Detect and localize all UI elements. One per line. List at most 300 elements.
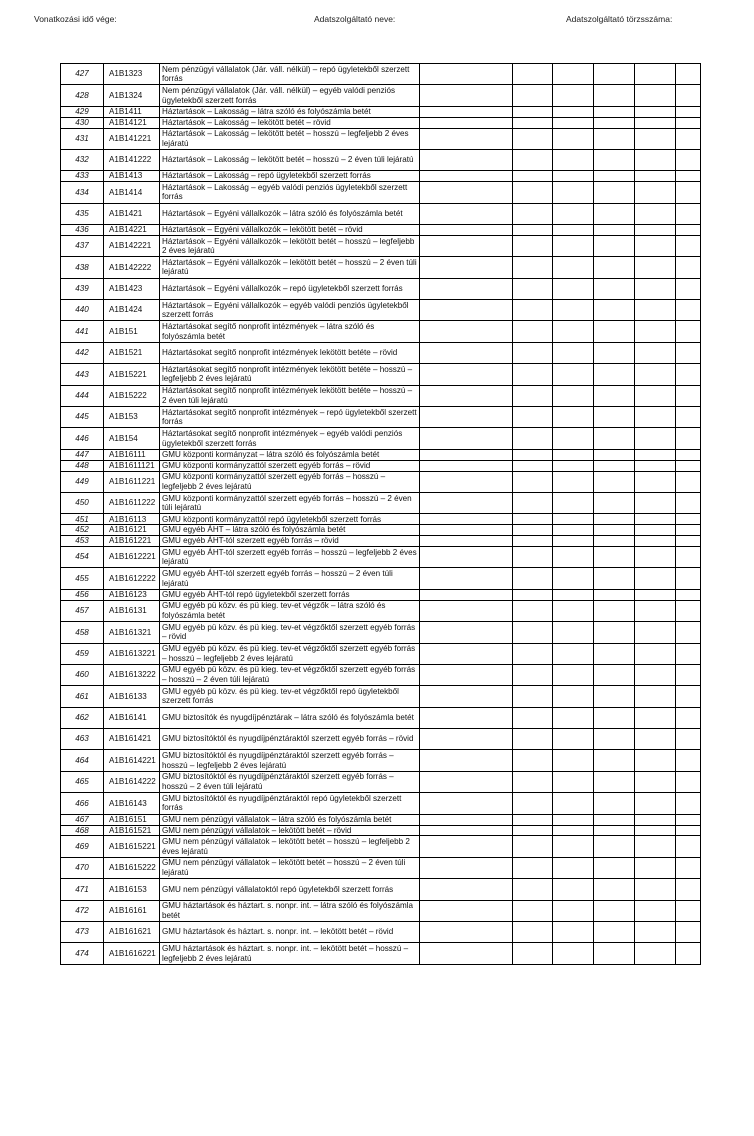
value-cell[interactable] (513, 203, 553, 224)
value-cell[interactable] (420, 793, 513, 814)
value-cell[interactable] (513, 364, 553, 385)
value-cell[interactable] (553, 257, 594, 278)
value-cell[interactable] (594, 536, 635, 547)
value-cell[interactable] (420, 525, 513, 536)
value-cell[interactable] (635, 471, 676, 492)
value-cell[interactable] (420, 686, 513, 707)
value-cell[interactable] (594, 385, 635, 406)
value-cell[interactable] (594, 825, 635, 836)
value-cell[interactable] (594, 729, 635, 750)
value-cell[interactable] (420, 600, 513, 621)
value-cell[interactable] (635, 643, 676, 664)
value-cell[interactable] (513, 342, 553, 363)
row-number: 453 (61, 536, 104, 547)
value-cell[interactable] (676, 428, 701, 449)
value-cell[interactable] (676, 921, 701, 942)
value-cell[interactable] (676, 225, 701, 236)
value-cell[interactable] (635, 836, 676, 857)
value-cell[interactable] (676, 171, 701, 182)
value-cell[interactable] (420, 300, 513, 321)
value-cell[interactable] (553, 900, 594, 921)
value-cell[interactable] (635, 492, 676, 513)
value-cell[interactable] (553, 225, 594, 236)
value-cell[interactable] (553, 492, 594, 513)
value-cell[interactable] (420, 568, 513, 589)
value-cell[interactable] (553, 793, 594, 814)
value-cell[interactable] (420, 85, 513, 106)
value-cell[interactable] (513, 825, 553, 836)
value-cell[interactable] (635, 771, 676, 792)
value-cell[interactable] (594, 85, 635, 106)
value-cell[interactable] (635, 428, 676, 449)
value-cell[interactable] (553, 128, 594, 149)
row-number: 473 (61, 921, 104, 942)
value-cell[interactable] (513, 729, 553, 750)
value-cell[interactable] (513, 471, 553, 492)
value-cell[interactable] (635, 547, 676, 568)
value-cell[interactable] (635, 171, 676, 182)
value-cell[interactable] (635, 622, 676, 643)
value-cell[interactable] (594, 471, 635, 492)
value-cell[interactable] (420, 825, 513, 836)
value-cell[interactable] (553, 449, 594, 460)
value-cell[interactable] (594, 622, 635, 643)
value-cell[interactable] (513, 664, 553, 685)
value-cell[interactable] (676, 106, 701, 117)
value-cell[interactable] (420, 536, 513, 547)
value-cell[interactable] (553, 664, 594, 685)
value-cell[interactable] (676, 643, 701, 664)
value-cell[interactable] (420, 428, 513, 449)
value-cell[interactable] (635, 182, 676, 203)
value-cell[interactable] (553, 149, 594, 170)
value-cell[interactable] (420, 622, 513, 643)
value-cell[interactable] (420, 547, 513, 568)
value-cell[interactable] (420, 943, 513, 964)
value-cell[interactable] (635, 117, 676, 128)
value-cell[interactable] (635, 407, 676, 428)
value-cell[interactable] (420, 225, 513, 236)
value-cell[interactable] (513, 771, 553, 792)
value-cell[interactable] (594, 64, 635, 85)
value-cell[interactable] (635, 203, 676, 224)
value-cell[interactable] (676, 943, 701, 964)
value-cell[interactable] (635, 149, 676, 170)
value-cell[interactable] (553, 514, 594, 525)
value-cell[interactable] (553, 771, 594, 792)
value-cell[interactable] (553, 643, 594, 664)
value-cell[interactable] (635, 589, 676, 600)
value-cell[interactable] (513, 921, 553, 942)
value-cell[interactable] (676, 514, 701, 525)
value-cell[interactable] (676, 128, 701, 149)
value-cell[interactable] (420, 460, 513, 471)
value-cell[interactable] (635, 729, 676, 750)
value-cell[interactable] (420, 235, 513, 256)
value-cell[interactable] (513, 686, 553, 707)
value-cell[interactable] (676, 879, 701, 900)
value-cell[interactable] (420, 771, 513, 792)
value-cell[interactable] (594, 428, 635, 449)
value-cell[interactable] (553, 857, 594, 878)
value-cell[interactable] (594, 879, 635, 900)
value-cell[interactable] (513, 643, 553, 664)
value-cell[interactable] (513, 589, 553, 600)
value-cell[interactable] (513, 182, 553, 203)
value-cell[interactable] (594, 589, 635, 600)
value-cell[interactable] (420, 117, 513, 128)
value-cell[interactable] (420, 664, 513, 685)
value-cell[interactable] (676, 257, 701, 278)
value-cell[interactable] (553, 686, 594, 707)
value-cell[interactable] (676, 278, 701, 299)
table-row (61, 471, 701, 492)
value-cell[interactable] (420, 64, 513, 85)
row-number: 451 (61, 514, 104, 525)
value-cell[interactable] (420, 257, 513, 278)
value-cell[interactable] (635, 568, 676, 589)
value-cell[interactable] (676, 857, 701, 878)
value-cell[interactable] (420, 750, 513, 771)
value-cell[interactable] (420, 643, 513, 664)
value-cell[interactable] (635, 449, 676, 460)
row-description: GMU háztartások és háztart. s. nonpr. int. – látra szóló és folyószámla betét (160, 900, 420, 921)
value-cell[interactable] (635, 857, 676, 878)
value-cell[interactable] (553, 300, 594, 321)
value-cell[interactable] (594, 278, 635, 299)
value-cell[interactable] (594, 300, 635, 321)
value-cell[interactable] (594, 771, 635, 792)
value-cell[interactable] (513, 793, 553, 814)
value-cell[interactable] (594, 492, 635, 513)
value-cell[interactable] (635, 106, 676, 117)
value-cell[interactable] (635, 64, 676, 85)
value-cell[interactable] (553, 814, 594, 825)
value-cell[interactable] (513, 407, 553, 428)
value-cell[interactable] (635, 128, 676, 149)
value-cell[interactable] (513, 547, 553, 568)
value-cell[interactable] (513, 171, 553, 182)
value-cell[interactable] (553, 278, 594, 299)
value-cell[interactable] (676, 536, 701, 547)
row-code: A1B1614221 (104, 750, 160, 771)
value-cell[interactable] (420, 879, 513, 900)
value-cell[interactable] (513, 943, 553, 964)
value-cell[interactable] (635, 536, 676, 547)
value-cell[interactable] (594, 900, 635, 921)
value-cell[interactable] (676, 117, 701, 128)
row-description: GMU központi kormányzattól szerzett egyéb forrás – hosszú – legfeljebb 2 éves lejáratú (160, 471, 420, 492)
value-cell[interactable] (513, 600, 553, 621)
value-cell[interactable] (676, 182, 701, 203)
value-cell[interactable] (676, 825, 701, 836)
value-cell[interactable] (553, 85, 594, 106)
value-cell[interactable] (635, 814, 676, 825)
value-cell[interactable] (635, 278, 676, 299)
value-cell[interactable] (553, 921, 594, 942)
value-cell[interactable] (553, 568, 594, 589)
table-row (61, 225, 701, 236)
value-cell[interactable] (676, 568, 701, 589)
value-cell[interactable] (594, 547, 635, 568)
value-cell[interactable] (635, 514, 676, 525)
value-cell[interactable] (676, 149, 701, 170)
value-cell[interactable] (553, 707, 594, 728)
value-cell[interactable] (594, 857, 635, 878)
value-cell[interactable] (594, 117, 635, 128)
value-cell[interactable] (420, 589, 513, 600)
value-cell[interactable] (676, 686, 701, 707)
value-cell[interactable] (635, 257, 676, 278)
value-cell[interactable] (676, 622, 701, 643)
value-cell[interactable] (594, 407, 635, 428)
value-cell[interactable] (676, 460, 701, 471)
value-cell[interactable] (594, 342, 635, 363)
value-cell[interactable] (513, 836, 553, 857)
value-cell[interactable] (676, 729, 701, 750)
value-cell[interactable] (513, 225, 553, 236)
value-cell[interactable] (420, 407, 513, 428)
value-cell[interactable] (420, 321, 513, 342)
value-cell[interactable] (676, 449, 701, 460)
value-cell[interactable] (635, 385, 676, 406)
value-cell[interactable] (594, 449, 635, 460)
value-cell[interactable] (553, 589, 594, 600)
value-cell[interactable] (676, 707, 701, 728)
value-cell[interactable] (513, 525, 553, 536)
value-cell[interactable] (676, 525, 701, 536)
value-cell[interactable] (513, 149, 553, 170)
value-cell[interactable] (420, 364, 513, 385)
value-cell[interactable] (594, 225, 635, 236)
value-cell[interactable] (420, 385, 513, 406)
value-cell[interactable] (594, 106, 635, 117)
value-cell[interactable] (594, 321, 635, 342)
value-cell[interactable] (553, 407, 594, 428)
value-cell[interactable] (420, 921, 513, 942)
value-cell[interactable] (676, 385, 701, 406)
value-cell[interactable] (420, 836, 513, 857)
value-cell[interactable] (594, 600, 635, 621)
value-cell[interactable] (553, 536, 594, 547)
value-cell[interactable] (553, 729, 594, 750)
value-cell[interactable] (553, 342, 594, 363)
value-cell[interactable] (513, 814, 553, 825)
value-cell[interactable] (676, 235, 701, 256)
value-cell[interactable] (513, 235, 553, 256)
value-cell[interactable] (553, 600, 594, 621)
value-cell[interactable] (513, 428, 553, 449)
value-cell[interactable] (553, 428, 594, 449)
value-cell[interactable] (635, 460, 676, 471)
value-cell[interactable] (553, 235, 594, 256)
value-cell[interactable] (420, 814, 513, 825)
value-cell[interactable] (553, 471, 594, 492)
value-cell[interactable] (553, 622, 594, 643)
value-cell[interactable] (635, 300, 676, 321)
row-number: 468 (61, 825, 104, 836)
value-cell[interactable] (594, 643, 635, 664)
value-cell[interactable] (635, 525, 676, 536)
value-cell[interactable] (635, 235, 676, 256)
value-cell[interactable] (635, 879, 676, 900)
value-cell[interactable] (553, 460, 594, 471)
value-cell[interactable] (513, 879, 553, 900)
value-cell[interactable] (513, 85, 553, 106)
value-cell[interactable] (594, 525, 635, 536)
value-cell[interactable] (513, 106, 553, 117)
value-cell[interactable] (676, 793, 701, 814)
value-cell[interactable] (420, 492, 513, 513)
value-cell[interactable] (676, 771, 701, 792)
table-row (61, 825, 701, 836)
value-cell[interactable] (513, 128, 553, 149)
value-cell[interactable] (635, 707, 676, 728)
value-cell[interactable] (594, 171, 635, 182)
value-cell[interactable] (635, 793, 676, 814)
value-cell[interactable] (420, 471, 513, 492)
value-cell[interactable] (420, 278, 513, 299)
value-cell[interactable] (594, 664, 635, 685)
value-cell[interactable] (635, 825, 676, 836)
value-cell[interactable] (594, 128, 635, 149)
value-cell[interactable] (676, 750, 701, 771)
value-cell[interactable] (420, 449, 513, 460)
value-cell[interactable] (513, 900, 553, 921)
value-cell[interactable] (594, 364, 635, 385)
value-cell[interactable] (420, 203, 513, 224)
value-cell[interactable] (553, 825, 594, 836)
value-cell[interactable] (553, 106, 594, 117)
value-cell[interactable] (420, 182, 513, 203)
value-cell[interactable] (513, 64, 553, 85)
value-cell[interactable] (513, 460, 553, 471)
value-cell[interactable] (676, 321, 701, 342)
value-cell[interactable] (676, 342, 701, 363)
value-cell[interactable] (594, 460, 635, 471)
value-cell[interactable] (420, 857, 513, 878)
value-cell[interactable] (553, 750, 594, 771)
value-cell[interactable] (553, 64, 594, 85)
value-cell[interactable] (553, 836, 594, 857)
value-cell[interactable] (553, 182, 594, 203)
value-cell[interactable] (676, 600, 701, 621)
value-cell[interactable] (676, 589, 701, 600)
value-cell[interactable] (420, 149, 513, 170)
value-cell[interactable] (594, 921, 635, 942)
value-cell[interactable] (635, 750, 676, 771)
value-cell[interactable] (635, 321, 676, 342)
value-cell[interactable] (676, 547, 701, 568)
value-cell[interactable] (594, 707, 635, 728)
value-cell[interactable] (513, 449, 553, 460)
value-cell[interactable] (635, 225, 676, 236)
value-cell[interactable] (420, 900, 513, 921)
value-cell[interactable] (594, 814, 635, 825)
row-code: A1B142221 (104, 235, 160, 256)
value-cell[interactable] (553, 171, 594, 182)
value-cell[interactable] (513, 568, 553, 589)
value-cell[interactable] (594, 149, 635, 170)
value-cell[interactable] (513, 321, 553, 342)
value-cell[interactable] (420, 514, 513, 525)
value-cell[interactable] (635, 664, 676, 685)
value-cell[interactable] (676, 900, 701, 921)
value-cell[interactable] (420, 171, 513, 182)
value-cell[interactable] (635, 342, 676, 363)
value-cell[interactable] (676, 85, 701, 106)
value-cell[interactable] (420, 707, 513, 728)
value-cell[interactable] (594, 257, 635, 278)
value-cell[interactable] (594, 235, 635, 256)
value-cell[interactable] (553, 117, 594, 128)
value-cell[interactable] (676, 471, 701, 492)
value-cell[interactable] (513, 857, 553, 878)
value-cell[interactable] (513, 300, 553, 321)
value-cell[interactable] (594, 836, 635, 857)
value-cell[interactable] (553, 321, 594, 342)
value-cell[interactable] (553, 879, 594, 900)
value-cell[interactable] (513, 117, 553, 128)
value-cell[interactable] (553, 364, 594, 385)
value-cell[interactable] (420, 342, 513, 363)
row-description: GMU biztosítók és nyugdíjpénztárak – látra szóló és folyószámla betét (160, 707, 420, 728)
value-cell[interactable] (676, 364, 701, 385)
value-cell[interactable] (513, 492, 553, 513)
value-cell[interactable] (513, 257, 553, 278)
value-cell[interactable] (676, 64, 701, 85)
value-cell[interactable] (635, 921, 676, 942)
value-cell[interactable] (513, 750, 553, 771)
value-cell[interactable] (420, 106, 513, 117)
value-cell[interactable] (513, 385, 553, 406)
value-cell[interactable] (513, 278, 553, 299)
value-cell[interactable] (635, 900, 676, 921)
value-cell[interactable] (635, 364, 676, 385)
value-cell[interactable] (594, 750, 635, 771)
value-cell[interactable] (553, 525, 594, 536)
value-cell[interactable] (594, 793, 635, 814)
value-cell[interactable] (676, 492, 701, 513)
value-cell[interactable] (420, 128, 513, 149)
value-cell[interactable] (594, 514, 635, 525)
value-cell[interactable] (594, 203, 635, 224)
value-cell[interactable] (676, 814, 701, 825)
value-cell[interactable] (420, 729, 513, 750)
value-cell[interactable] (676, 407, 701, 428)
value-cell[interactable] (513, 514, 553, 525)
value-cell[interactable] (513, 707, 553, 728)
value-cell[interactable] (635, 943, 676, 964)
value-cell[interactable] (635, 85, 676, 106)
value-cell[interactable] (553, 203, 594, 224)
value-cell[interactable] (594, 686, 635, 707)
value-cell[interactable] (635, 600, 676, 621)
value-cell[interactable] (513, 622, 553, 643)
value-cell[interactable] (635, 686, 676, 707)
value-cell[interactable] (553, 547, 594, 568)
value-cell[interactable] (594, 568, 635, 589)
value-cell[interactable] (594, 943, 635, 964)
value-cell[interactable] (553, 385, 594, 406)
value-cell[interactable] (594, 182, 635, 203)
value-cell[interactable] (513, 536, 553, 547)
value-cell[interactable] (676, 203, 701, 224)
value-cell[interactable] (676, 836, 701, 857)
value-cell[interactable] (676, 664, 701, 685)
value-cell[interactable] (676, 300, 701, 321)
value-cell[interactable] (553, 943, 594, 964)
